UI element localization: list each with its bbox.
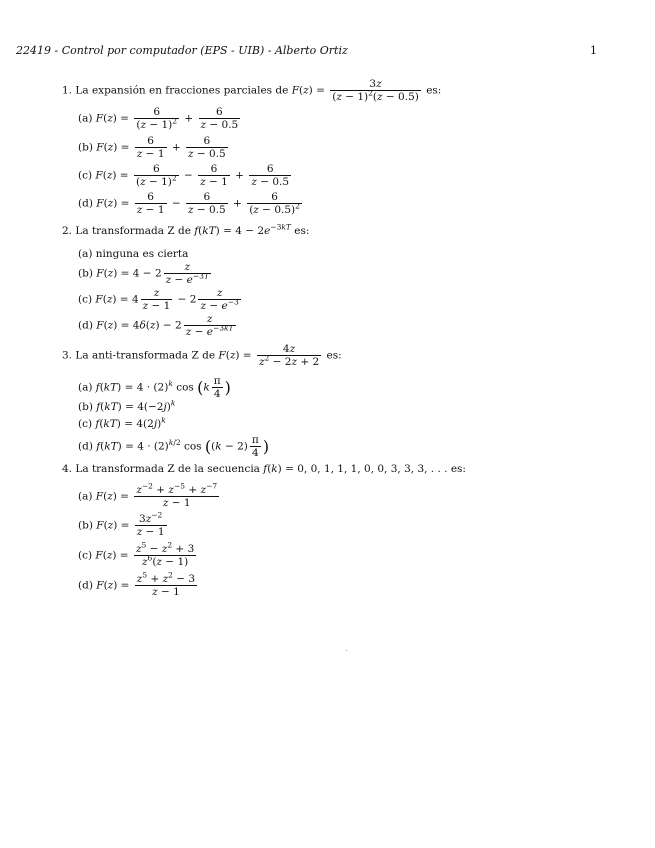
- option-4c: (c) F(z) = $\frac{z^5 - z^2 + 3}{z^6(z - 1)}$: [78, 540, 195, 569]
- option-1c: (c) F(z) = $\frac{6}{(z - 1)^2}$ − $\frac{6}{z - 1}$ + $\frac{6}{z - 0.5}$: [78, 163, 290, 189]
- option-4a: (a) F(z) = $\frac{z^{-2} + z^{-5} + z^{-7}}{z - 1}$: [78, 481, 218, 510]
- option-2b: (b) F(z) = 4 − 2 $\frac{z}{z - e^{-3T}}$: [78, 261, 209, 287]
- option-3c: (c) $f(kT) = 4(2j)^k$: [78, 415, 166, 430]
- question-1: 1. La expansión en fracciones parciales de F(z) = $\frac{3z}{(z - 1)^2(z - 0.5)}$ es:: [62, 78, 442, 104]
- header-title: 22419 - Control por computador (EPS - UIB) - Alberto Ortiz: [16, 44, 348, 57]
- option-3b: (b) $f(kT) = 4(-2j)^k$: [78, 398, 176, 413]
- page-header: [16, 44, 597, 57]
- option-1a: (a) F(z) = $\frac{6}{(z - 1)^2}$ + $\frac{6}{z - 0.5}$: [78, 106, 239, 132]
- option-4b: (b) F(z) = $\frac{3z^{-2}}{z - 1}$: [78, 510, 165, 539]
- option-3a: (a) $f(kT) = 4 \cdot (2)^k$ cos (k $\frac{\pi}{4}$ ): [78, 375, 231, 401]
- question-number: 1.: [62, 84, 73, 97]
- question-2: 2. La transformada Z de $f(kT) = 4 - 2e^{-3kT}$ es:: [62, 222, 310, 237]
- option-3d: (d) $f(kT) = 4 \cdot (2)^{k/2}$ cos ((k − 2) $\frac{\pi}{4}$ ): [78, 434, 270, 460]
- page-number: 1: [590, 44, 597, 57]
- option-1b: (b) F(z) = $\frac{6}{z - 1}$ + $\frac{6}{z - 0.5}$: [78, 135, 226, 161]
- option-4d: (d) F(z) = $\frac{z^5 + z^2 - 3}{z - 1}$: [78, 570, 196, 599]
- option-1d: (d) F(z) = $\frac{6}{z - 1}$ − $\frac{6}{z - 0.5}$ + $\frac{6}{(z - 0.5)^2}$: [78, 191, 300, 217]
- question-stem-tail: es:: [426, 84, 442, 97]
- option-2a: (a) ninguna es cierta: [78, 248, 189, 260]
- math-expression: F: [291, 84, 299, 97]
- option-2c: (c) F(z) = 4 $\frac{z}{z - 1}$ − 2 $\frac{z}{z - e^{-3}}$: [78, 287, 239, 313]
- question-stem: La expansión en fracciones parciales de: [75, 84, 289, 97]
- scan-speck: [346, 650, 347, 651]
- question-4: 4. La transformada Z de la secuencia f(k) = 0, 0, 1, 1, 1, 0, 0, 3, 3, 3, . . . es:: [62, 463, 466, 475]
- math-fraction: $\frac{3z}{(z - 1)^2(z - 0.5)}$: [332, 78, 419, 104]
- question-3: 3. La anti-transformada Z de F(z) = $\frac{4z}{z^2 - 2z + 2}$ es:: [62, 343, 342, 369]
- option-2d: (d) F(z) = 4δ(z) − 2 $\frac{z}{z - e^{-3kT}}$: [78, 313, 234, 339]
